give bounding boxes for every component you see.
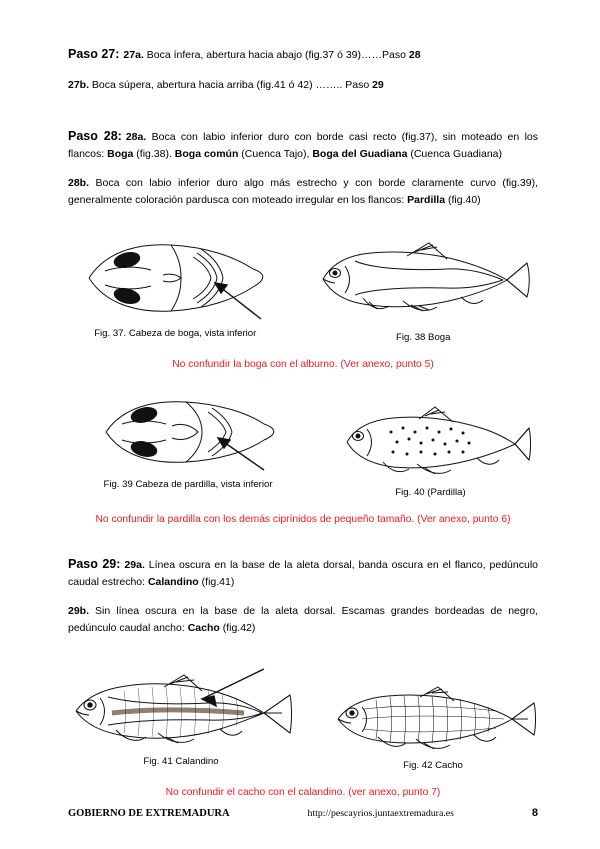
- step-27-label: Paso 27:: [68, 47, 120, 61]
- page-footer: [68, 807, 538, 819]
- step-29a-bold-calandino: Calandino: [147, 576, 199, 589]
- figure-38-caption: Fig. 38 Boga: [396, 331, 451, 343]
- figure-37-caption: Fig. 37. Cabeza de boga, vista inferior: [94, 327, 257, 339]
- footer-organization: GOBIERNO DE EXTREMADURA: [68, 808, 230, 819]
- step-27-line-a: [68, 45, 538, 64]
- note-5: No confundir la boga con el alburno. (Ver anexo, punto 5): [172, 358, 434, 370]
- figure-40: [326, 392, 536, 498]
- figure-row-37-38: [68, 235, 538, 343]
- cacho-fish-illustration: [328, 685, 538, 753]
- figure-39: [71, 392, 306, 490]
- step-28a-text-1: Boca con labio inferior duro con borde casi recto (fig.37), sin moteado en los flancos:: [68, 130, 538, 161]
- step-29b-key: 29b.: [68, 605, 90, 618]
- step-28b-key: 28b.: [68, 177, 90, 190]
- figure-41-caption: Fig. 41 Calandino: [143, 755, 219, 767]
- step-29a-key: 29a.: [124, 558, 145, 571]
- step-27b-key: 27b.: [68, 79, 90, 92]
- boga-head-underside-illustration: [75, 235, 275, 321]
- step-28a-text-3: (Cuenca Tajo),: [238, 148, 313, 161]
- figure-41: [68, 663, 294, 767]
- figure-37: [68, 235, 283, 339]
- footer-page-number: 8: [531, 807, 538, 819]
- step-27a-key: 27a.: [123, 49, 144, 61]
- boga-fish-illustration: [311, 235, 536, 325]
- step-27a-dots: …Paso: [371, 49, 409, 61]
- step-27b-text: Boca súpera, abertura hacia arriba (fig.41 ó 42) …….. Paso: [89, 79, 373, 92]
- step-28b-text-2: (fig.40): [445, 193, 481, 206]
- step-27a-target: 28: [408, 49, 421, 61]
- step-28-line-b: [68, 175, 538, 208]
- step-27-line-b: [68, 77, 538, 93]
- note-7: No confundir el cacho con el calandino. (ver anexo, punto 7): [165, 786, 441, 798]
- step-28a-bold-boga-comun: Boga común: [174, 148, 239, 161]
- figure-42-caption: Fig. 42 Cacho: [403, 759, 463, 771]
- step-29b-text-2: (fig.42): [219, 621, 256, 634]
- step-27a-text: Boca ínfera, abertura hacia abajo (fig.37 ó 39)…: [143, 49, 372, 61]
- figure-row-39-40: [68, 392, 538, 498]
- pardilla-fish-illustration: [331, 402, 531, 480]
- step-27b-target: 29: [372, 79, 384, 92]
- step-29a-text-1: Línea oscura en la base de la aleta dorsal, banda oscura en el flanco, pedúnculo caudal estrecho:: [68, 558, 538, 589]
- footer-url: http://pescayrios.juntaextremadura.es: [307, 808, 454, 819]
- step-28a-text-2: (fig.38).: [133, 148, 175, 161]
- step-28-label: Paso 28:: [68, 128, 122, 143]
- step-28a-bold-boga: Boga: [107, 148, 134, 161]
- step-29a-text-2: (fig.41): [198, 576, 235, 589]
- figure-39-caption: Fig. 39 Cabeza de pardilla, vista inferior: [103, 478, 273, 490]
- figure-42: [328, 663, 538, 771]
- step-29b-text-1: Sin línea oscura en la base de la aleta dorsal. Escamas grandes bordeadas de negro, pedúnculo caudal ancho:: [68, 605, 538, 634]
- calandino-fish-illustration: [68, 663, 294, 749]
- step-28-block: [68, 127, 538, 208]
- step-29-line-a: [68, 555, 538, 591]
- figure-38: [309, 235, 538, 343]
- step-28a-text-4: (Cuenca Guadiana): [407, 148, 502, 161]
- step-29b-bold-cacho: Cacho: [187, 621, 220, 634]
- step-29-label: Paso 29:: [68, 556, 121, 571]
- step-27-block: [68, 45, 538, 94]
- step-28a-bold-boga-guadiana: Boga del Guadiana: [312, 148, 408, 161]
- pardilla-head-underside-illustration: [88, 392, 288, 472]
- step-29-line-b: [68, 603, 538, 636]
- step-28b-bold-pardilla: Pardilla: [407, 193, 446, 206]
- note-6: No confundir la pardilla con los demás ciprínidos de pequeño tamaño. (Ver anexo, punto 6): [95, 513, 511, 525]
- step-28b-text-1: Boca con labio inferior duro algo más estrecho y con borde claramente curvo (fig.39), generalmente coloración pardusca con moteado irregular en los flancos:: [68, 177, 538, 206]
- figure-40-caption: Fig. 40 (Pardilla): [395, 486, 466, 498]
- step-28a-key: 28a.: [125, 130, 147, 143]
- figure-row-41-42: [68, 663, 538, 771]
- step-29-block: [68, 555, 538, 636]
- step-28-line-a: [68, 127, 538, 163]
